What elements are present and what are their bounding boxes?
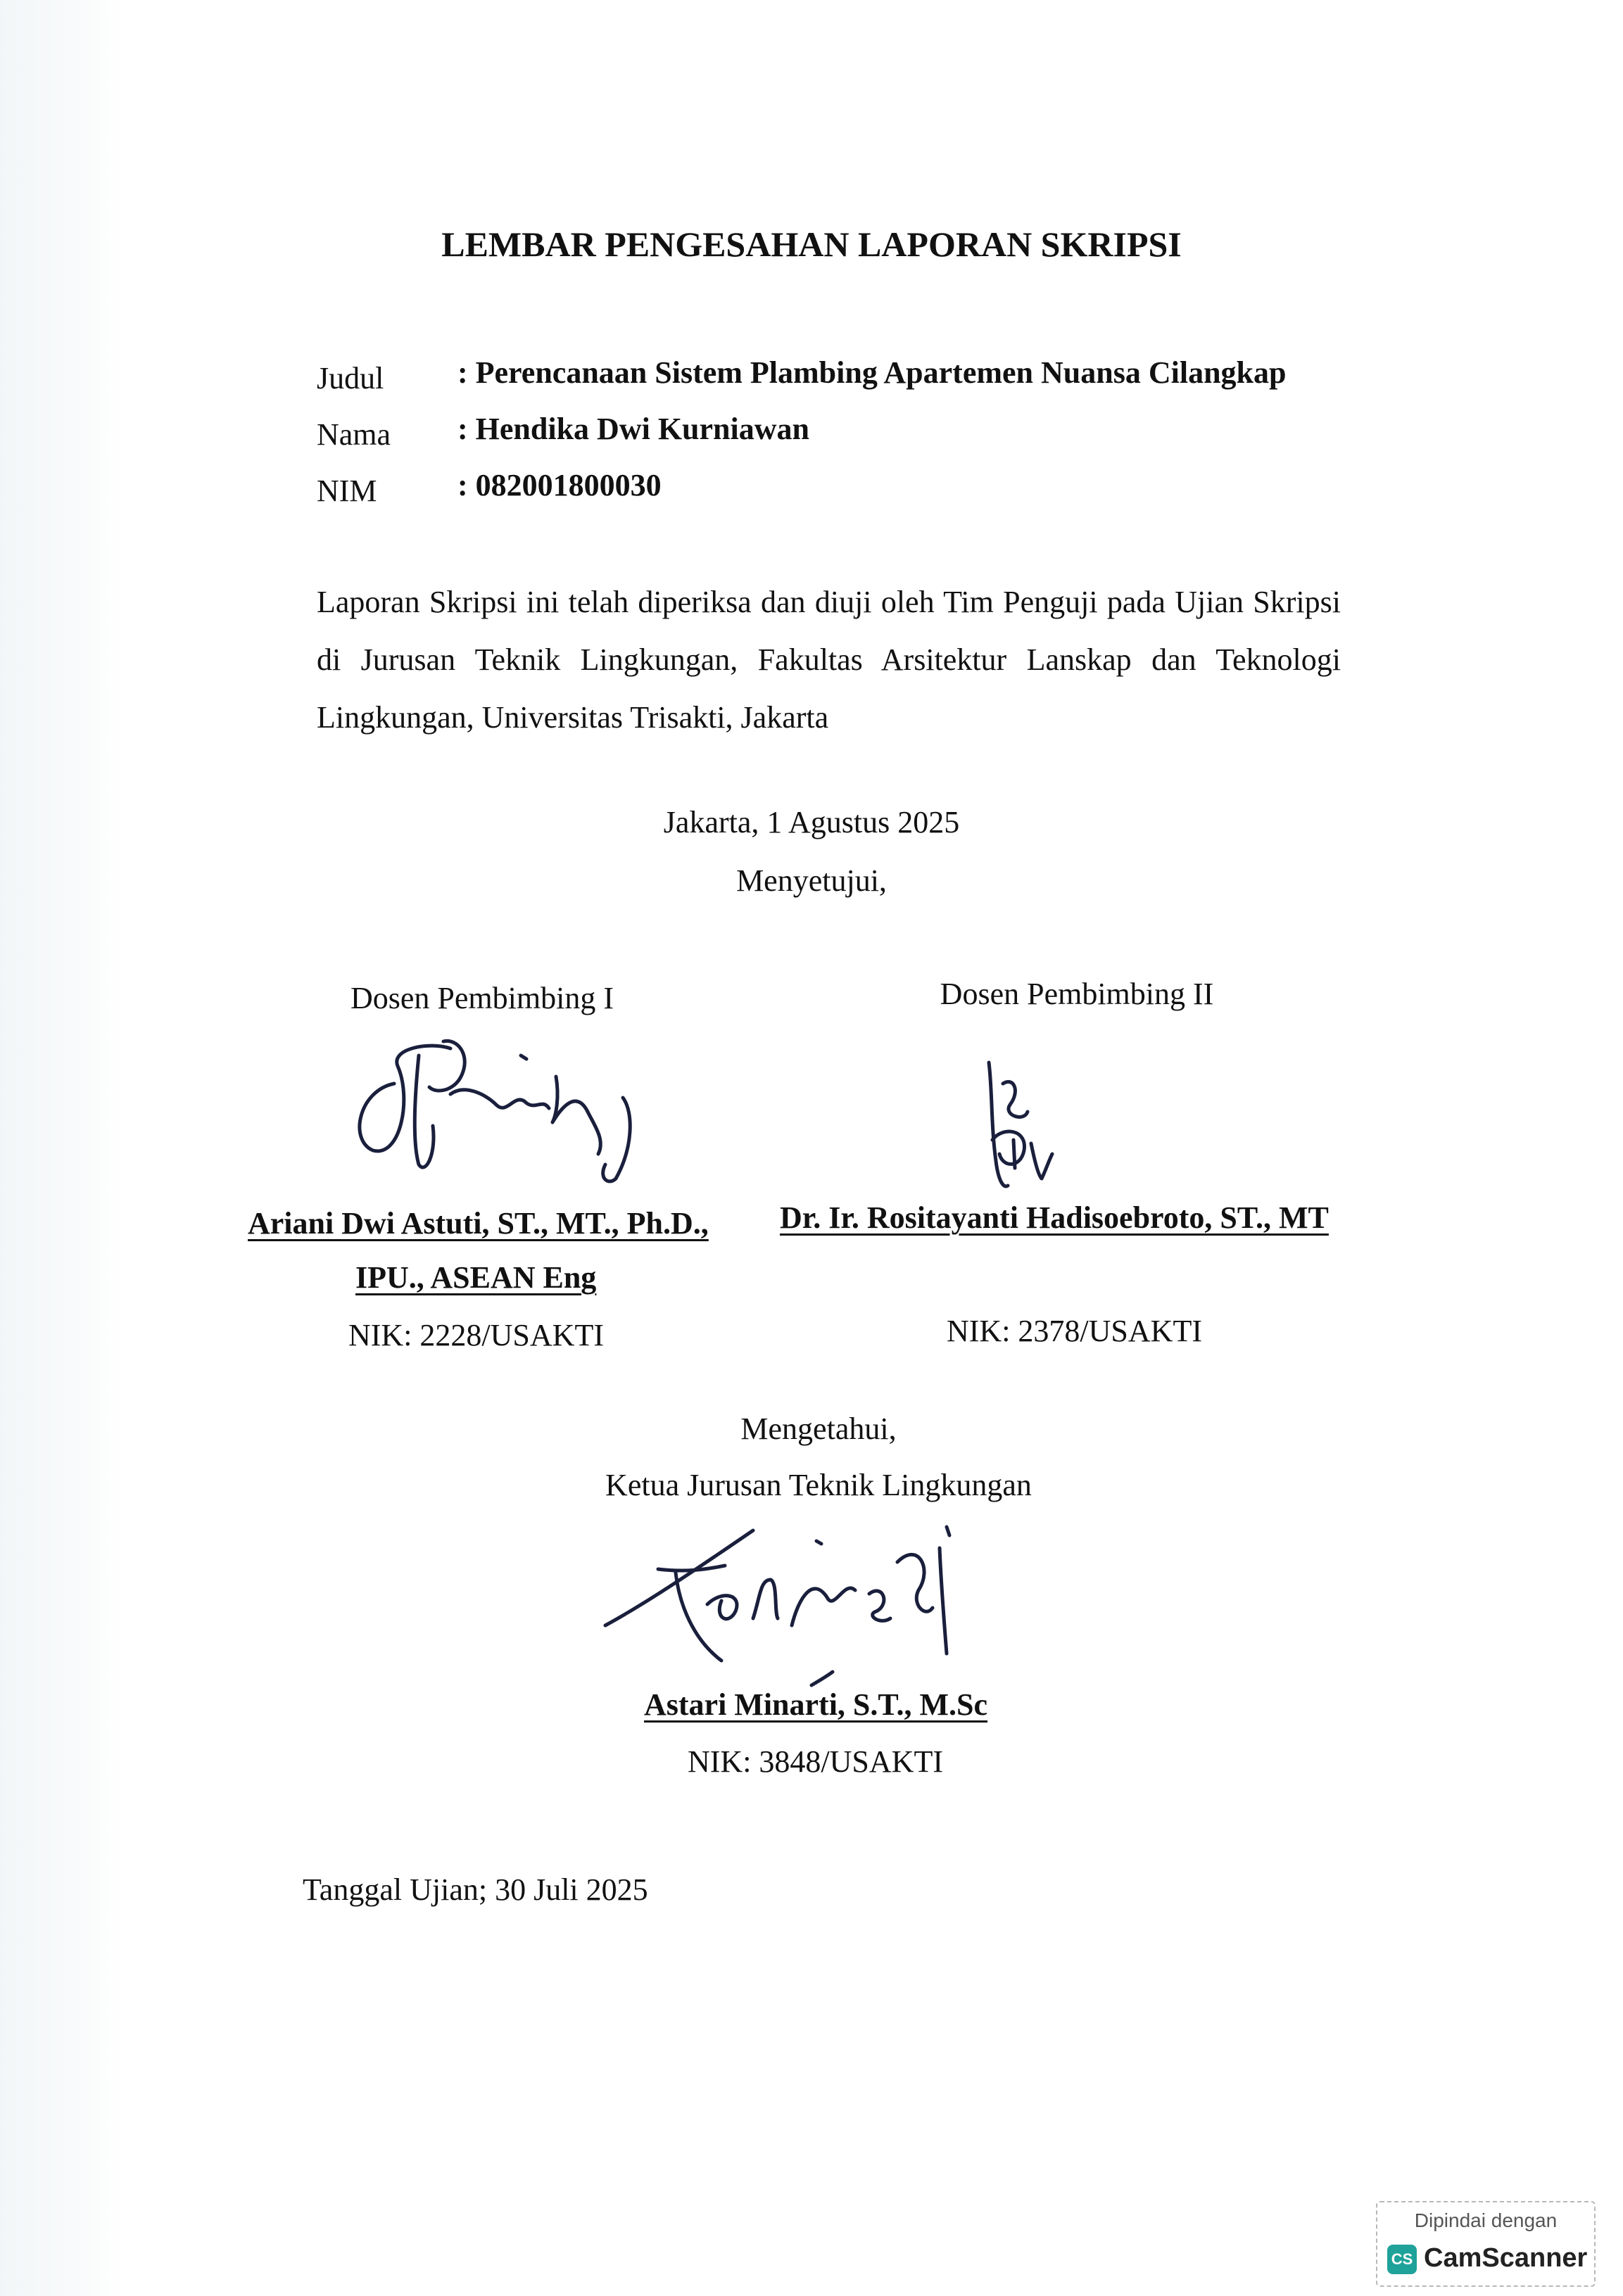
- advisor1-signature: [345, 1027, 655, 1189]
- approval-label: Menyetujui,: [736, 863, 887, 898]
- advisor1-nik: NIK: 2228/USAKTI: [348, 1318, 604, 1352]
- statement-line: Laporan Skripsi ini telah diperiksa dan diuji oleh Tim Penguji pada Ujian Skripsi: [317, 585, 1341, 619]
- head-of-dept-name: Astari Minarti, S.T., M.Sc: [644, 1687, 988, 1722]
- field-label-nim: NIM: [317, 474, 377, 508]
- scan-edge-shadow: [0, 0, 123, 2296]
- watermark-caption: Dipindai dengan: [1414, 2209, 1558, 2231]
- acknowledge-role: Ketua Jurusan Teknik Lingkungan: [605, 1468, 1032, 1502]
- place-date: Jakarta, 1 Agustus 2025: [663, 805, 960, 839]
- exam-date: Tanggal Ujian; 30 Juli 2025: [303, 1872, 648, 1907]
- statement-paragraph: [317, 573, 1341, 747]
- camscanner-watermark: [1376, 2201, 1596, 2287]
- head-of-dept-nik: NIK: 3848/USAKTI: [688, 1744, 943, 1779]
- advisor1-name-line1: Ariani Dwi Astuti, ST., MT., Ph.D.,: [248, 1206, 709, 1241]
- field-value-nama: : Hendika Dwi Kurniawan: [457, 412, 809, 446]
- statement-line: di Jurusan Teknik Lingkungan, Fakultas Arsitektur Lanskap dan Teknologi: [317, 642, 1341, 677]
- advisor2-nik: NIK: 2378/USAKTI: [947, 1314, 1202, 1348]
- advisor2-role: Dosen Pembimbing II: [940, 977, 1214, 1011]
- field-value-nim: : 082001800030: [457, 468, 662, 502]
- field-label-judul: Judul: [317, 361, 384, 395]
- acknowledge-label: Mengetahui,: [740, 1412, 897, 1446]
- statement-line: Lingkungan, Universitas Trisakti, Jakarta: [317, 700, 829, 735]
- page-title: LEMBAR PENGESAHAN LAPORAN SKRIPSI: [441, 224, 1182, 264]
- camscanner-logo-icon: CS: [1387, 2245, 1417, 2274]
- field-value-judul: : Perencanaan Sistem Plambing Apartemen Nuansa Cilangkap: [457, 355, 1287, 390]
- advisor1-name-line2: IPU., ASEAN Eng: [355, 1260, 597, 1295]
- advisor1-role: Dosen Pembimbing I: [351, 981, 614, 1015]
- advisor2-name: Dr. Ir. Rositayanti Hadisoebroto, ST., MT: [780, 1200, 1329, 1235]
- field-label-nama: Nama: [317, 417, 391, 452]
- head-of-dept-signature: [602, 1513, 996, 1689]
- camscanner-brand: CamScanner: [1424, 2243, 1588, 2273]
- advisor2-signature: [971, 1055, 1056, 1196]
